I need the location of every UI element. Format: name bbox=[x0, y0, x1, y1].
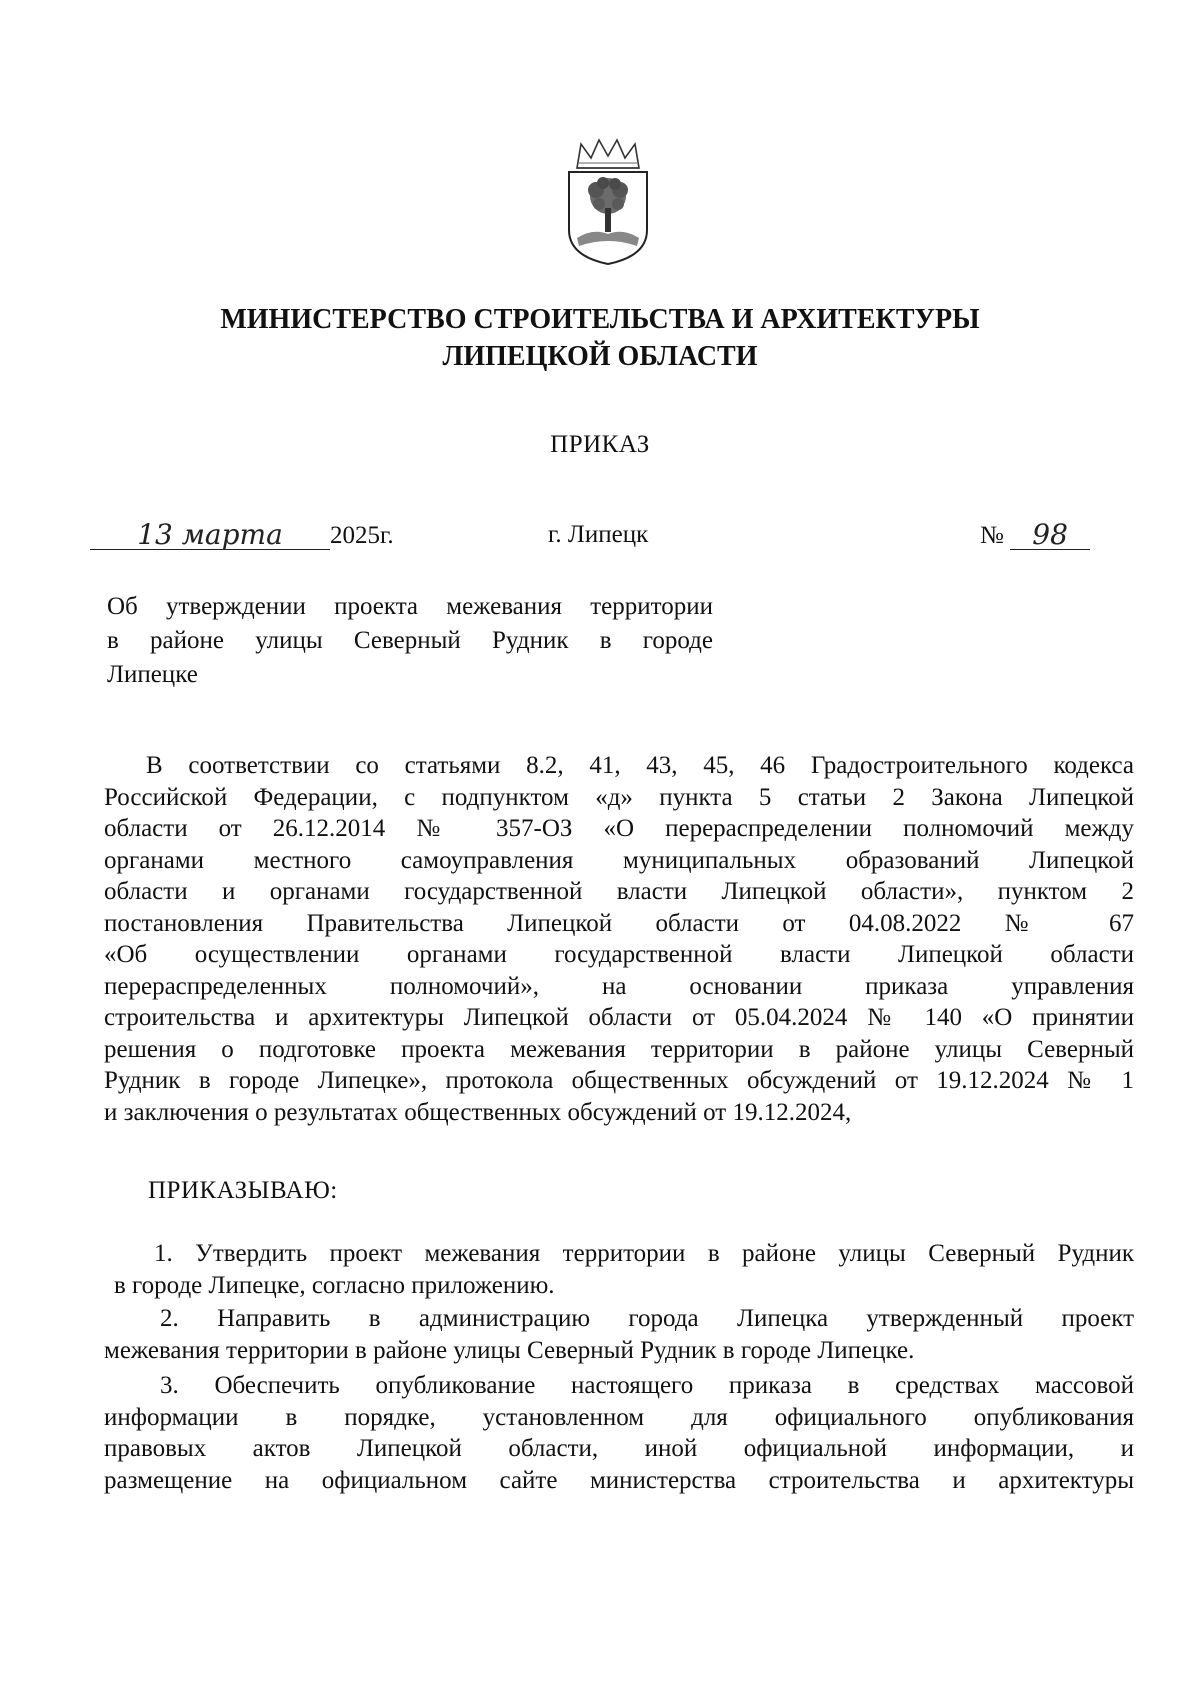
handwritten-date: 13 марта bbox=[90, 521, 330, 550]
order-item-1 bbox=[104, 1238, 1134, 1301]
subject-line: Об утверждении проекта межевания территории bbox=[107, 593, 713, 620]
subject-line: Липецке bbox=[107, 661, 198, 688]
preamble-line: постановления Правительства Липецкой области от 04.08.2022 № 67 bbox=[104, 909, 1134, 937]
ministry-line-1: МИНИСТЕРСТВО СТРОИТЕЛЬСТВА И АРХИТЕКТУРЫ bbox=[220, 304, 980, 335]
item-line: 2. Направить в администрацию города Липецка утвержденный проект bbox=[160, 1305, 1134, 1332]
preamble-line: «Об осуществлении органами государственной власти Липецкой области bbox=[104, 941, 1134, 968]
order-date bbox=[90, 518, 394, 551]
preamble-line: строительства и архитектуры Липецкой области от 05.04.2024 № 140 «О принятии bbox=[104, 1004, 1134, 1031]
order-subject bbox=[107, 590, 713, 692]
item-line: информации в порядке, установленном для официального опубликования bbox=[104, 1403, 1134, 1431]
handwritten-number: 98 bbox=[1010, 521, 1090, 550]
ministry-name bbox=[0, 301, 1200, 375]
order-item-3 bbox=[104, 1370, 1134, 1496]
preamble-line: Российской Федерации, с подпунктом «д» пункта 5 статьи 2 Закона Липецкой bbox=[104, 783, 1134, 811]
preamble-line: В соответствии со статьями 8.2, 41, 43, 45, 46 Градостроительного кодекса bbox=[146, 752, 1134, 779]
preamble-line: органами местного самоуправления муниципальных образований Липецкой bbox=[104, 846, 1134, 874]
item-line: межевания территории в районе улицы Северный Рудник в городе Липецке. bbox=[104, 1336, 915, 1364]
order-number bbox=[980, 518, 1090, 551]
preamble bbox=[104, 750, 1134, 1128]
item-line: в городе Липецке, согласно приложению. bbox=[114, 1271, 555, 1299]
preamble-line: области и органами государственной власти Липецкой области», пунктом 2 bbox=[104, 878, 1134, 905]
preamble-line: и заключения о результатах общественных обсуждений от 19.12.2024, bbox=[104, 1098, 852, 1126]
item-line: 3. Обеспечить опубликование настоящего приказа в средствах массовой bbox=[160, 1372, 1134, 1399]
preamble-line: перераспределенных полномочий», на основании приказа управления bbox=[104, 972, 1134, 1000]
document-type: ПРИКАЗ bbox=[550, 431, 650, 458]
preamble-line: области от 26.12.2014 № 357-ОЗ «О перераспределении полномочий между bbox=[104, 815, 1134, 842]
preamble-line: Рудник в городе Липецке», протокола общественных обсуждений от 19.12.2024 № 1 bbox=[104, 1067, 1134, 1094]
ministry-line-2: ЛИПЕЦКОЙ ОБЛАСТИ bbox=[442, 341, 758, 372]
order-item-2 bbox=[104, 1303, 1134, 1366]
order-city: г. Липецк bbox=[548, 521, 649, 548]
item-line: правовых актов Липецкой области, иной официальной информации, и bbox=[104, 1435, 1134, 1462]
subject-line: в районе улицы Северный Рудник в городе bbox=[107, 627, 713, 654]
order-directive: ПРИКАЗЫВАЮ: bbox=[148, 1177, 338, 1204]
order-year: 2025г. bbox=[330, 522, 394, 549]
preamble-line: решения о подготовке проекта межевания территории в районе улицы Северный bbox=[104, 1035, 1134, 1063]
number-label: № bbox=[980, 522, 1004, 549]
item-line: 1. Утвердить проект межевания территории в районе улицы Северный Рудник bbox=[154, 1240, 1134, 1267]
coat-of-arms-icon bbox=[563, 138, 653, 266]
item-line: размещение на официальном сайте министерства строительства и архитектуры bbox=[104, 1466, 1134, 1494]
